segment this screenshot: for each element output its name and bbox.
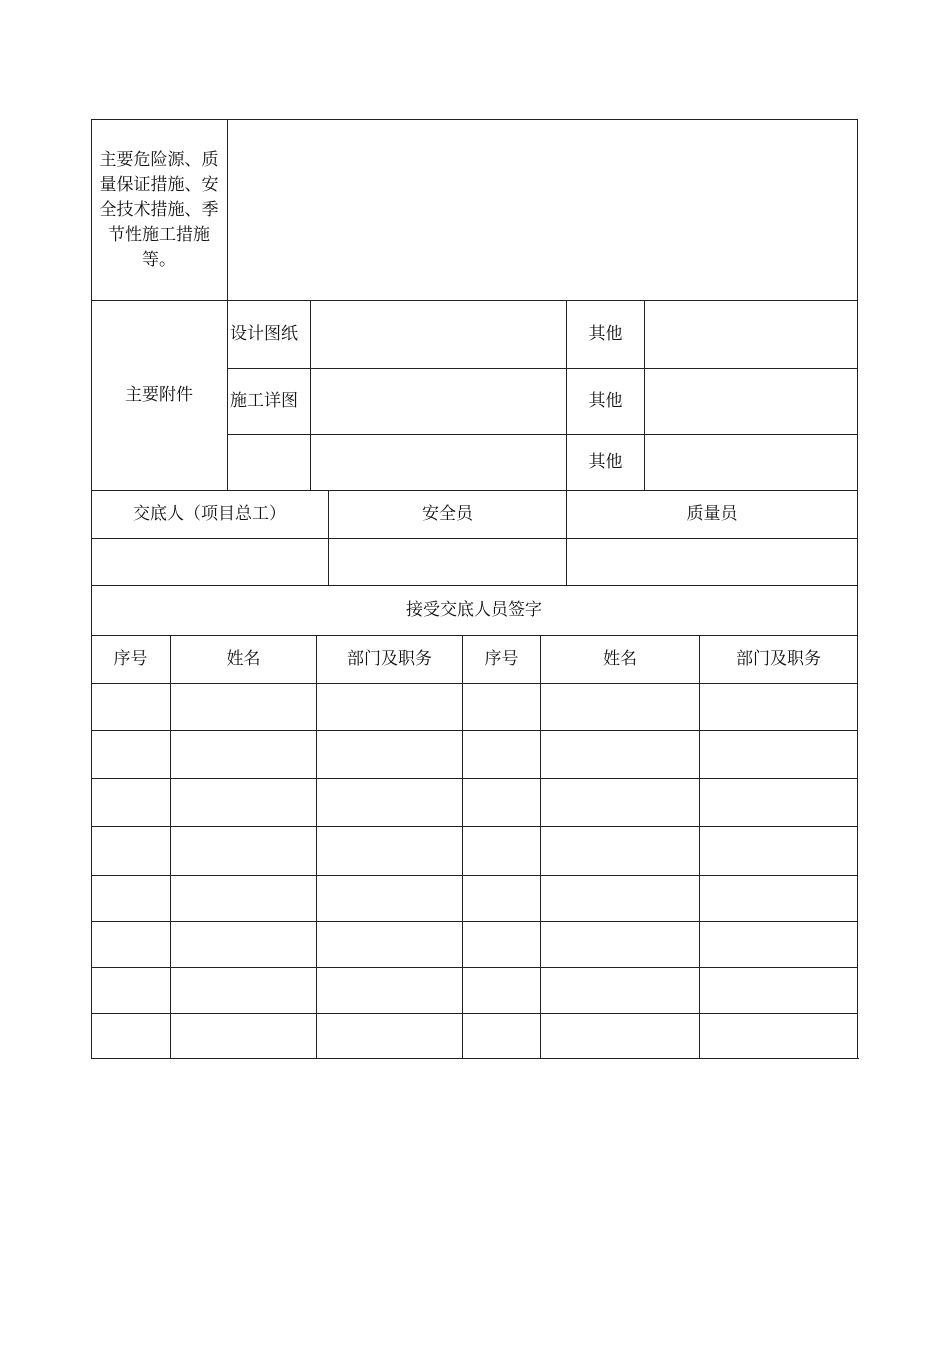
receiver-seq-field[interactable] bbox=[463, 876, 540, 921]
receiver-name-field[interactable] bbox=[171, 922, 316, 967]
receiver-seq-field[interactable] bbox=[463, 684, 540, 730]
receiver-name-field[interactable] bbox=[541, 779, 699, 826]
grid-line bbox=[91, 1058, 859, 1059]
receiver-seq-field[interactable] bbox=[91, 731, 170, 778]
receiver-seq-field[interactable] bbox=[463, 1014, 540, 1058]
receiver-seq-field[interactable] bbox=[463, 731, 540, 778]
receivers-header-name: 姓名 bbox=[226, 649, 261, 669]
receiver-dept-field[interactable] bbox=[700, 779, 857, 826]
receiver-dept-field[interactable] bbox=[317, 779, 462, 826]
attachments-label: 主要附件 bbox=[125, 385, 193, 405]
receiver-dept-field[interactable] bbox=[317, 827, 462, 875]
receiver-name-field[interactable] bbox=[171, 684, 316, 730]
receiver-dept-field[interactable] bbox=[317, 922, 462, 967]
receiver-seq-field[interactable] bbox=[463, 922, 540, 967]
receiver-dept-field[interactable] bbox=[700, 968, 857, 1013]
receiver-dept-field[interactable] bbox=[317, 684, 462, 730]
receiver-name-field[interactable] bbox=[171, 1014, 316, 1058]
receivers-header-dept: 部门及职务 bbox=[736, 649, 821, 669]
receiver-name-field[interactable] bbox=[171, 876, 316, 921]
receiver-dept-field[interactable] bbox=[317, 1014, 462, 1058]
receiver-name-field[interactable] bbox=[171, 827, 316, 875]
signoff-header-safety-officer: 安全员 bbox=[422, 504, 473, 524]
receiver-seq-field[interactable] bbox=[463, 779, 540, 826]
receivers-header-name: 姓名 bbox=[603, 649, 637, 669]
receiver-name-field[interactable] bbox=[541, 968, 699, 1013]
signoff-safety-officer-field[interactable] bbox=[329, 539, 566, 585]
attachment-other-label: 其他 bbox=[588, 391, 623, 411]
grid-line bbox=[857, 119, 858, 1059]
attachment-other-field[interactable] bbox=[645, 435, 857, 490]
receiver-name-field[interactable] bbox=[171, 731, 316, 778]
receiver-name-field[interactable] bbox=[541, 876, 699, 921]
receiver-name-field[interactable] bbox=[541, 684, 699, 730]
receiver-name-field[interactable] bbox=[171, 968, 316, 1013]
receiver-dept-field[interactable] bbox=[317, 876, 462, 921]
attachment-other-field[interactable] bbox=[645, 301, 857, 368]
attachment-value-field[interactable] bbox=[311, 369, 566, 434]
receivers-title: 接受交底人员签字 bbox=[406, 600, 542, 620]
signoff-discloser-field[interactable] bbox=[91, 539, 328, 585]
receiver-dept-field[interactable] bbox=[700, 684, 857, 730]
receiver-dept-field[interactable] bbox=[700, 876, 857, 921]
receiver-name-field[interactable] bbox=[541, 827, 699, 875]
receivers-header-seq: 序号 bbox=[113, 649, 148, 669]
attachment-other-label: 其他 bbox=[588, 324, 623, 344]
receiver-seq-field[interactable] bbox=[91, 876, 170, 921]
receiver-dept-field[interactable] bbox=[317, 731, 462, 778]
signoff-header-discloser: 交底人（项目总工） bbox=[133, 504, 286, 524]
receiver-dept-field[interactable] bbox=[700, 922, 857, 967]
receiver-name-field[interactable] bbox=[541, 1014, 699, 1058]
hazard-measures-field[interactable] bbox=[228, 120, 857, 300]
attachment-other-field[interactable] bbox=[645, 369, 857, 434]
attachment-name: 设计图纸 bbox=[230, 324, 298, 344]
receiver-name-field[interactable] bbox=[171, 779, 316, 826]
receiver-seq-field[interactable] bbox=[91, 922, 170, 967]
receiver-name-field[interactable] bbox=[541, 731, 699, 778]
receiver-name-field[interactable] bbox=[541, 922, 699, 967]
receiver-seq-field[interactable] bbox=[463, 827, 540, 875]
receivers-header-dept: 部门及职务 bbox=[347, 649, 432, 669]
receiver-dept-field[interactable] bbox=[317, 968, 462, 1013]
signoff-header-quality-officer: 质量员 bbox=[686, 504, 738, 524]
receiver-seq-field[interactable] bbox=[91, 827, 170, 875]
attachment-name: 施工详图 bbox=[230, 391, 298, 411]
receiver-seq-field[interactable] bbox=[91, 1014, 170, 1058]
receiver-seq-field[interactable] bbox=[91, 684, 170, 730]
receiver-seq-field[interactable] bbox=[91, 779, 170, 826]
receiver-dept-field[interactable] bbox=[700, 731, 857, 778]
receiver-seq-field[interactable] bbox=[463, 968, 540, 1013]
signoff-quality-officer-field[interactable] bbox=[567, 539, 857, 585]
receivers-header-seq: 序号 bbox=[484, 649, 519, 669]
receiver-dept-field[interactable] bbox=[700, 1014, 857, 1058]
attachment-name[interactable] bbox=[228, 435, 310, 490]
attachment-value-field[interactable] bbox=[311, 435, 566, 490]
hazard-measures-label: 主要危险源、质 量保证措施、安 全技术措施、季 节性施工措施 等。 bbox=[99, 149, 219, 270]
attachment-other-label: 其他 bbox=[588, 452, 623, 472]
receiver-dept-field[interactable] bbox=[700, 827, 857, 875]
attachment-value-field[interactable] bbox=[311, 301, 566, 368]
receiver-seq-field[interactable] bbox=[91, 968, 170, 1013]
